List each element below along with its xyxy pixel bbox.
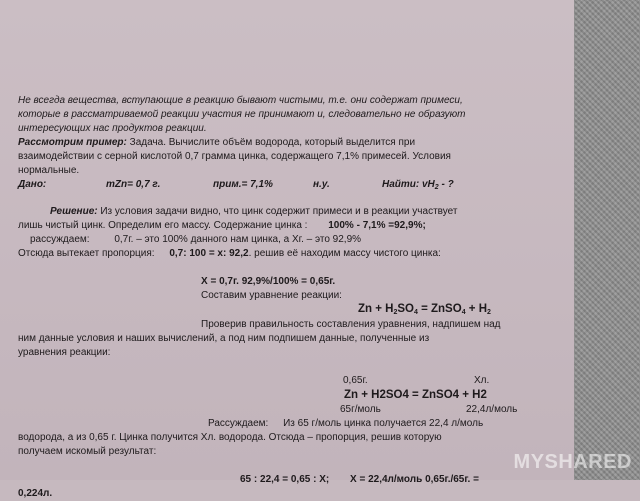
given-impurity: прим.= 7,1% bbox=[213, 179, 273, 190]
decorative-side-strip bbox=[574, 0, 640, 480]
final-calc: Х = 22,4л/моль 0,65г./65г. = bbox=[350, 474, 479, 485]
proportion: 0,7: 100 = х: 92,2 bbox=[169, 248, 249, 259]
solution-label: Решение: bbox=[50, 206, 98, 217]
solution-line-4: Отсюда вытекает пропорция: 0,7: 100 = х: 92,2. решив её находим массу чистого цинка: bbox=[18, 248, 441, 259]
above-hydrogen-volume: Хл. bbox=[474, 375, 490, 386]
reason-line-1: Рассуждаем: Из 65 г/моль цинка получается 22,4 л/моль bbox=[208, 418, 484, 429]
watermark-logo: MYSHARED bbox=[513, 451, 632, 473]
given-line bbox=[18, 178, 558, 192]
intro-line-1: Не всегда вещества, вступающие в реакцию бывают чистыми, т.е. они содержат примеси, bbox=[18, 95, 463, 106]
below-hydrogen-molar: 22,4л/моль bbox=[466, 404, 518, 415]
below-zinc-molar: 65г/моль bbox=[340, 404, 381, 415]
solution-line-3: рассуждаем: 0,7г. – это 100% данного нам цинка, а Хг. – это 92,9% bbox=[30, 234, 362, 245]
given-conditions: н.у. bbox=[313, 179, 330, 190]
given-mass: mZn= 0,7 г. bbox=[106, 179, 161, 190]
check-line-2: ним данные условия и наших вычислений, а под ним подпишем данные, полученные из bbox=[18, 333, 430, 344]
reason-line-3: получаем искомый результат: bbox=[18, 446, 157, 457]
intro-line-2: которые в рассматриваемой реакции участия не принимают и, следовательно не образуют bbox=[18, 109, 466, 120]
reaction-equation-1: $Zn + H_2SO_4$ = ZnSO$_4$ + $H_2$ bbox=[358, 303, 491, 316]
solution-text: Из условия задачи видно, что цинк содержит примеси и в реакции участвует bbox=[97, 206, 458, 217]
final-proportion: 65 : 22,4 = 0,65 : Х; Х = 22,4л/моль 0,65г./65г. = bbox=[240, 474, 479, 485]
final-result: 0,224л. bbox=[18, 488, 53, 499]
example-line-2: взаимодействии с серной кислотой 0,7 грамма цинка, содержащего 7,1% примесей. Условия bbox=[18, 151, 451, 162]
check-line-3: уравнения реакции: bbox=[18, 347, 111, 358]
given-label: Дано: bbox=[18, 179, 47, 190]
zinc-content: 100% - 7,1% =92,9%; bbox=[328, 220, 426, 231]
example-line-3: нормальные. bbox=[18, 165, 80, 176]
solution-line-1 bbox=[50, 205, 457, 219]
example-text: Задача. Вычислите объём водорода, который выделится при bbox=[126, 137, 416, 148]
check-line-1: Проверив правильность составления уравнения, надпишем над bbox=[201, 319, 501, 330]
intro-line-3: интересующих нас продуктов реакции. bbox=[18, 123, 207, 134]
example-line-1 bbox=[18, 136, 415, 150]
given-find: Найти: $vH_2$ - ? bbox=[382, 179, 454, 191]
reaction-equation-2: Zn + H2SO4 = ZnSO4 + H2 bbox=[344, 389, 487, 401]
calc-pure-zinc: Х = 0,7г. 92,9%/100% = 0,65г. bbox=[201, 276, 336, 287]
reason-line-2: водорода, а из 0,65 г. Цинка получится Хл. водорода. Отсюда – пропорция, решив которую bbox=[18, 432, 442, 443]
above-zinc-mass: 0,65г. bbox=[343, 375, 368, 386]
compose-equation-text: Составим уравнение реакции: bbox=[201, 290, 342, 301]
example-label: Рассмотрим пример: bbox=[18, 137, 127, 148]
solution-line-2: лишь чистый цинк. Определим его массу. Содержание цинка : 100% - 7,1% =92,9%; bbox=[18, 220, 426, 231]
